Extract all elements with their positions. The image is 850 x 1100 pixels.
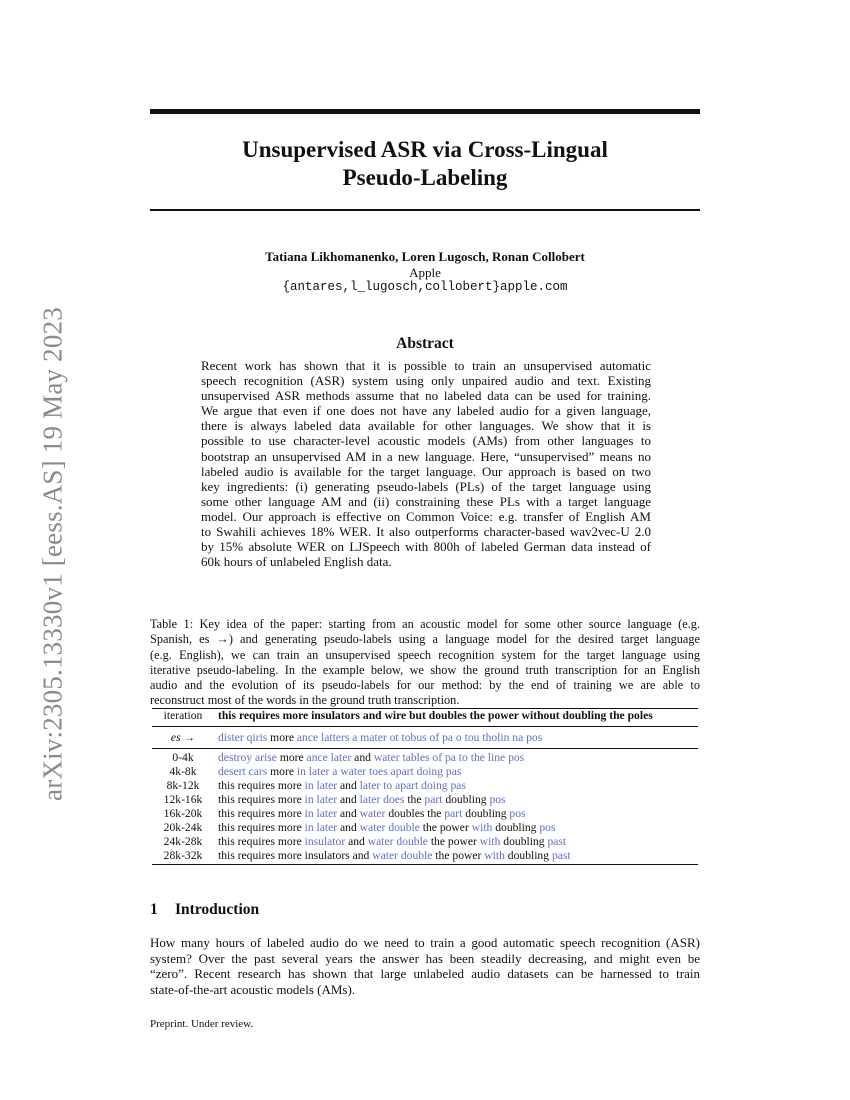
pseudo-label-match: doubling xyxy=(504,849,552,862)
table-header-rule xyxy=(152,726,698,727)
pseudo-label-match: doubling xyxy=(462,807,510,820)
section-title: Introduction xyxy=(175,901,260,918)
pseudo-label-error: water double xyxy=(372,849,433,862)
section-number: 1 xyxy=(150,901,158,918)
pseudo-label-match: the power xyxy=(427,835,480,848)
abstract-line: there is always labeled data available for other languages. We show that it is xyxy=(201,418,651,434)
iteration-range: 12k-16k xyxy=(163,793,203,806)
table-row xyxy=(152,821,698,835)
pseudo-label-error: past xyxy=(547,835,567,848)
abstract-heading: Abstract xyxy=(396,335,454,352)
pseudo-label-match: doubling xyxy=(492,821,540,834)
pseudo-label-error: dister qiris xyxy=(218,731,268,744)
pseudo-label-error: in later xyxy=(304,793,338,806)
iteration-range: 8k-12k xyxy=(166,779,200,792)
table-caption xyxy=(150,617,700,709)
pseudo-label-error: water xyxy=(359,807,386,820)
author-names: Tatiana Likhomanenko, Loren Lugosch, Ronan Collobert xyxy=(265,249,585,264)
title-line: Pseudo-Labeling xyxy=(342,165,508,190)
pseudo-label-match: doubling xyxy=(442,793,490,806)
table-bottom-rule xyxy=(152,864,698,865)
abstract-line: bootstrap an unsupervised AM in a new language. Here, “unsupervised” means no xyxy=(201,448,651,464)
pseudo-label-match: the power xyxy=(432,849,485,862)
abstract-line: key ingredients: (i) generating pseudo-labels (PLs) of the target language using xyxy=(201,478,651,494)
pseudo-label-error: with xyxy=(479,835,501,848)
caption-line: Table 1: Key idea of the paper: starting from an acoustic model for some other source language (e.g. xyxy=(150,617,700,631)
pseudo-label-match: more xyxy=(267,765,297,778)
pseudo-label-error: later does xyxy=(359,793,405,806)
pseudo-label-match: more xyxy=(276,751,307,764)
pseudo-label-transcript xyxy=(218,835,566,849)
pseudo-label-error: ance latters a mater ot tobus of pa o tou tholin na pos xyxy=(296,731,543,744)
pseudo-label-transcript xyxy=(218,807,526,821)
pseudo-label-match: the xyxy=(404,793,425,806)
table-row xyxy=(152,765,698,779)
caption-line: (e.g. English), we can train an unsupervised speech recognition system for the target language using xyxy=(150,647,700,662)
title-bottom-rule xyxy=(150,209,700,211)
iteration-range: 20k-24k xyxy=(163,821,203,834)
author-block xyxy=(150,249,700,296)
pseudo-label-error: part xyxy=(424,793,443,806)
pseudo-label-transcript xyxy=(218,751,524,765)
pseudo-label-transcript xyxy=(218,779,466,793)
abstract-line: to Swahili achieves 18% WER. It also outperforms character-based wav2vec-U 2.0 xyxy=(201,524,651,540)
pseudo-label-match: and xyxy=(351,751,374,764)
pseudo-label-error: past xyxy=(551,849,571,862)
abstract-line: some other language AM and (ii) constraining these PLs with a target language xyxy=(201,493,651,509)
title-line: Unsupervised ASR via Cross-Lingual xyxy=(242,137,608,162)
pseudo-label-error: pos xyxy=(509,807,526,820)
abstract-line: speech recognition (ASR) system using only unpaired audio and text. Existing xyxy=(201,373,651,389)
pseudo-label-error: water tables of pa to the line pos xyxy=(373,751,525,764)
table-row xyxy=(152,793,698,807)
table-header-row xyxy=(152,709,698,723)
table-row xyxy=(152,835,698,849)
pseudo-label-error: destroy arise xyxy=(218,751,277,764)
source-transcript xyxy=(218,731,542,745)
caption-line: reconstruct most of the words in the ground truth transcription. xyxy=(150,693,460,708)
affiliation: Apple xyxy=(409,264,441,280)
pseudo-label-match: doubles the xyxy=(385,807,445,820)
intro-line: state-of-the-art acoustic models (AMs). xyxy=(150,981,356,997)
pseudo-label-match: this requires more xyxy=(218,835,305,848)
caption-line: audio and the evolution of its pseudo-labels for our method: by the end of training we are able to xyxy=(150,678,700,693)
caption-line: iterative pseudo-labeling. In the example below, we show the ground truth transcription for an English xyxy=(150,662,700,677)
pseudo-label-error: part xyxy=(444,807,463,820)
iteration-range: 16k-20k xyxy=(163,807,203,820)
table-row xyxy=(152,849,698,863)
caption-line: Spanish, es →) and generating pseudo-labels using a language model for the desired target language xyxy=(150,632,700,647)
pseudo-label-match: doubling xyxy=(500,835,548,848)
pseudo-label-match: this requires more xyxy=(218,821,305,834)
section-heading-introduction xyxy=(150,901,259,919)
pseudo-label-error: later to apart doing pas xyxy=(359,779,466,792)
pseudo-label-transcript xyxy=(218,765,461,779)
pseudo-label-error: water double xyxy=(359,821,420,834)
pseudo-label-error: in later a water toes apart doing pas xyxy=(296,765,462,778)
table-row xyxy=(152,807,698,821)
paper-title xyxy=(150,136,700,192)
intro-line: system? Over the past several years the answer has been steadily decreasing, and might even be xyxy=(150,950,700,966)
abstract-line: by 15% absolute WER on LJSpeech with 800h of labeled German data instead of xyxy=(201,539,651,555)
table-source-rule xyxy=(152,748,698,749)
table-source-row xyxy=(152,731,698,745)
source-label: es → xyxy=(170,731,196,744)
pseudo-label-error: water double xyxy=(367,835,428,848)
pseudo-label-match: the power xyxy=(419,821,472,834)
intro-line: “zero”. Recent research has shown that large unlabeled audio datasets can be harnessed to train xyxy=(150,966,700,981)
iteration-range: 28k-32k xyxy=(163,849,203,862)
abstract-line: 60k hours of unlabeled English data. xyxy=(201,554,392,570)
abstract-line: possible to use character-level acoustic models (AMs) from other languages to xyxy=(201,433,651,449)
pseudo-label-match: this requires more insulators and xyxy=(218,849,373,862)
pseudo-label-error: insulator xyxy=(304,835,346,848)
pseudo-label-error: pos xyxy=(539,821,556,834)
iteration-range: 0-4k xyxy=(172,751,194,764)
abstract-line: labeled audio is available for the target language. Our approach is based on two xyxy=(201,463,651,479)
header-ground-truth: this requires more insulators and wire but doubles the power without doubling the poles xyxy=(218,709,653,722)
pseudo-label-error: in later xyxy=(304,807,338,820)
pseudo-label-match: more xyxy=(267,731,297,744)
table-row xyxy=(152,779,698,793)
pseudo-label-error: desert cars xyxy=(218,765,268,778)
pseudo-label-match: this requires more xyxy=(218,779,305,792)
pseudo-label-match: this requires more xyxy=(218,793,305,806)
table-row xyxy=(152,751,698,765)
pseudo-label-error: in later xyxy=(304,779,338,792)
introduction-body xyxy=(150,935,700,997)
iteration-range: 24k-28k xyxy=(163,835,203,848)
pseudo-label-match: and xyxy=(337,807,360,820)
pseudo-label-error: ance later xyxy=(306,751,352,764)
intro-line: How many hours of labeled audio do we need to train a good automatic speech recognition (ASR) xyxy=(150,935,700,950)
pseudo-label-error: with xyxy=(484,849,505,862)
footer-note: Preprint. Under review. xyxy=(150,1018,254,1030)
pseudo-label-error: pos xyxy=(489,793,506,806)
pseudo-label-match: this requires more xyxy=(218,807,305,820)
pseudo-label-transcript xyxy=(218,821,555,835)
title-top-rule xyxy=(150,109,700,114)
pseudo-label-transcript xyxy=(218,793,506,807)
author-emails: {antares,l_lugosch,collobert}apple.com xyxy=(282,280,568,294)
pseudo-label-match: and xyxy=(345,835,368,848)
abstract-line: model. Our approach is effective on Common Voice: e.g. transfer of English AM xyxy=(201,508,651,524)
abstract-body xyxy=(201,358,651,569)
pseudo-label-match: and xyxy=(337,793,360,806)
abstract-line: We argue that even if one does not have any labeled audio for a given language, xyxy=(201,403,651,419)
abstract-line: Recent work has shown that it is possible to train an unsupervised automatic xyxy=(201,358,651,373)
abstract-line: unsupervised ASR methods assume that no labeled data can be used for training. xyxy=(201,388,651,404)
iteration-range: 4k-8k xyxy=(169,765,197,778)
pseudo-label-error: with xyxy=(471,821,493,834)
pseudo-label-match: and xyxy=(337,821,360,834)
header-iteration: iteration xyxy=(163,709,203,722)
pseudo-label-transcript xyxy=(218,849,571,863)
arxiv-identifier: arXiv:2305.13330v1 [eess.AS] 19 May 2023 xyxy=(37,307,68,801)
pseudo-label-error: in later xyxy=(304,821,338,834)
pseudo-label-match: and xyxy=(337,779,360,792)
